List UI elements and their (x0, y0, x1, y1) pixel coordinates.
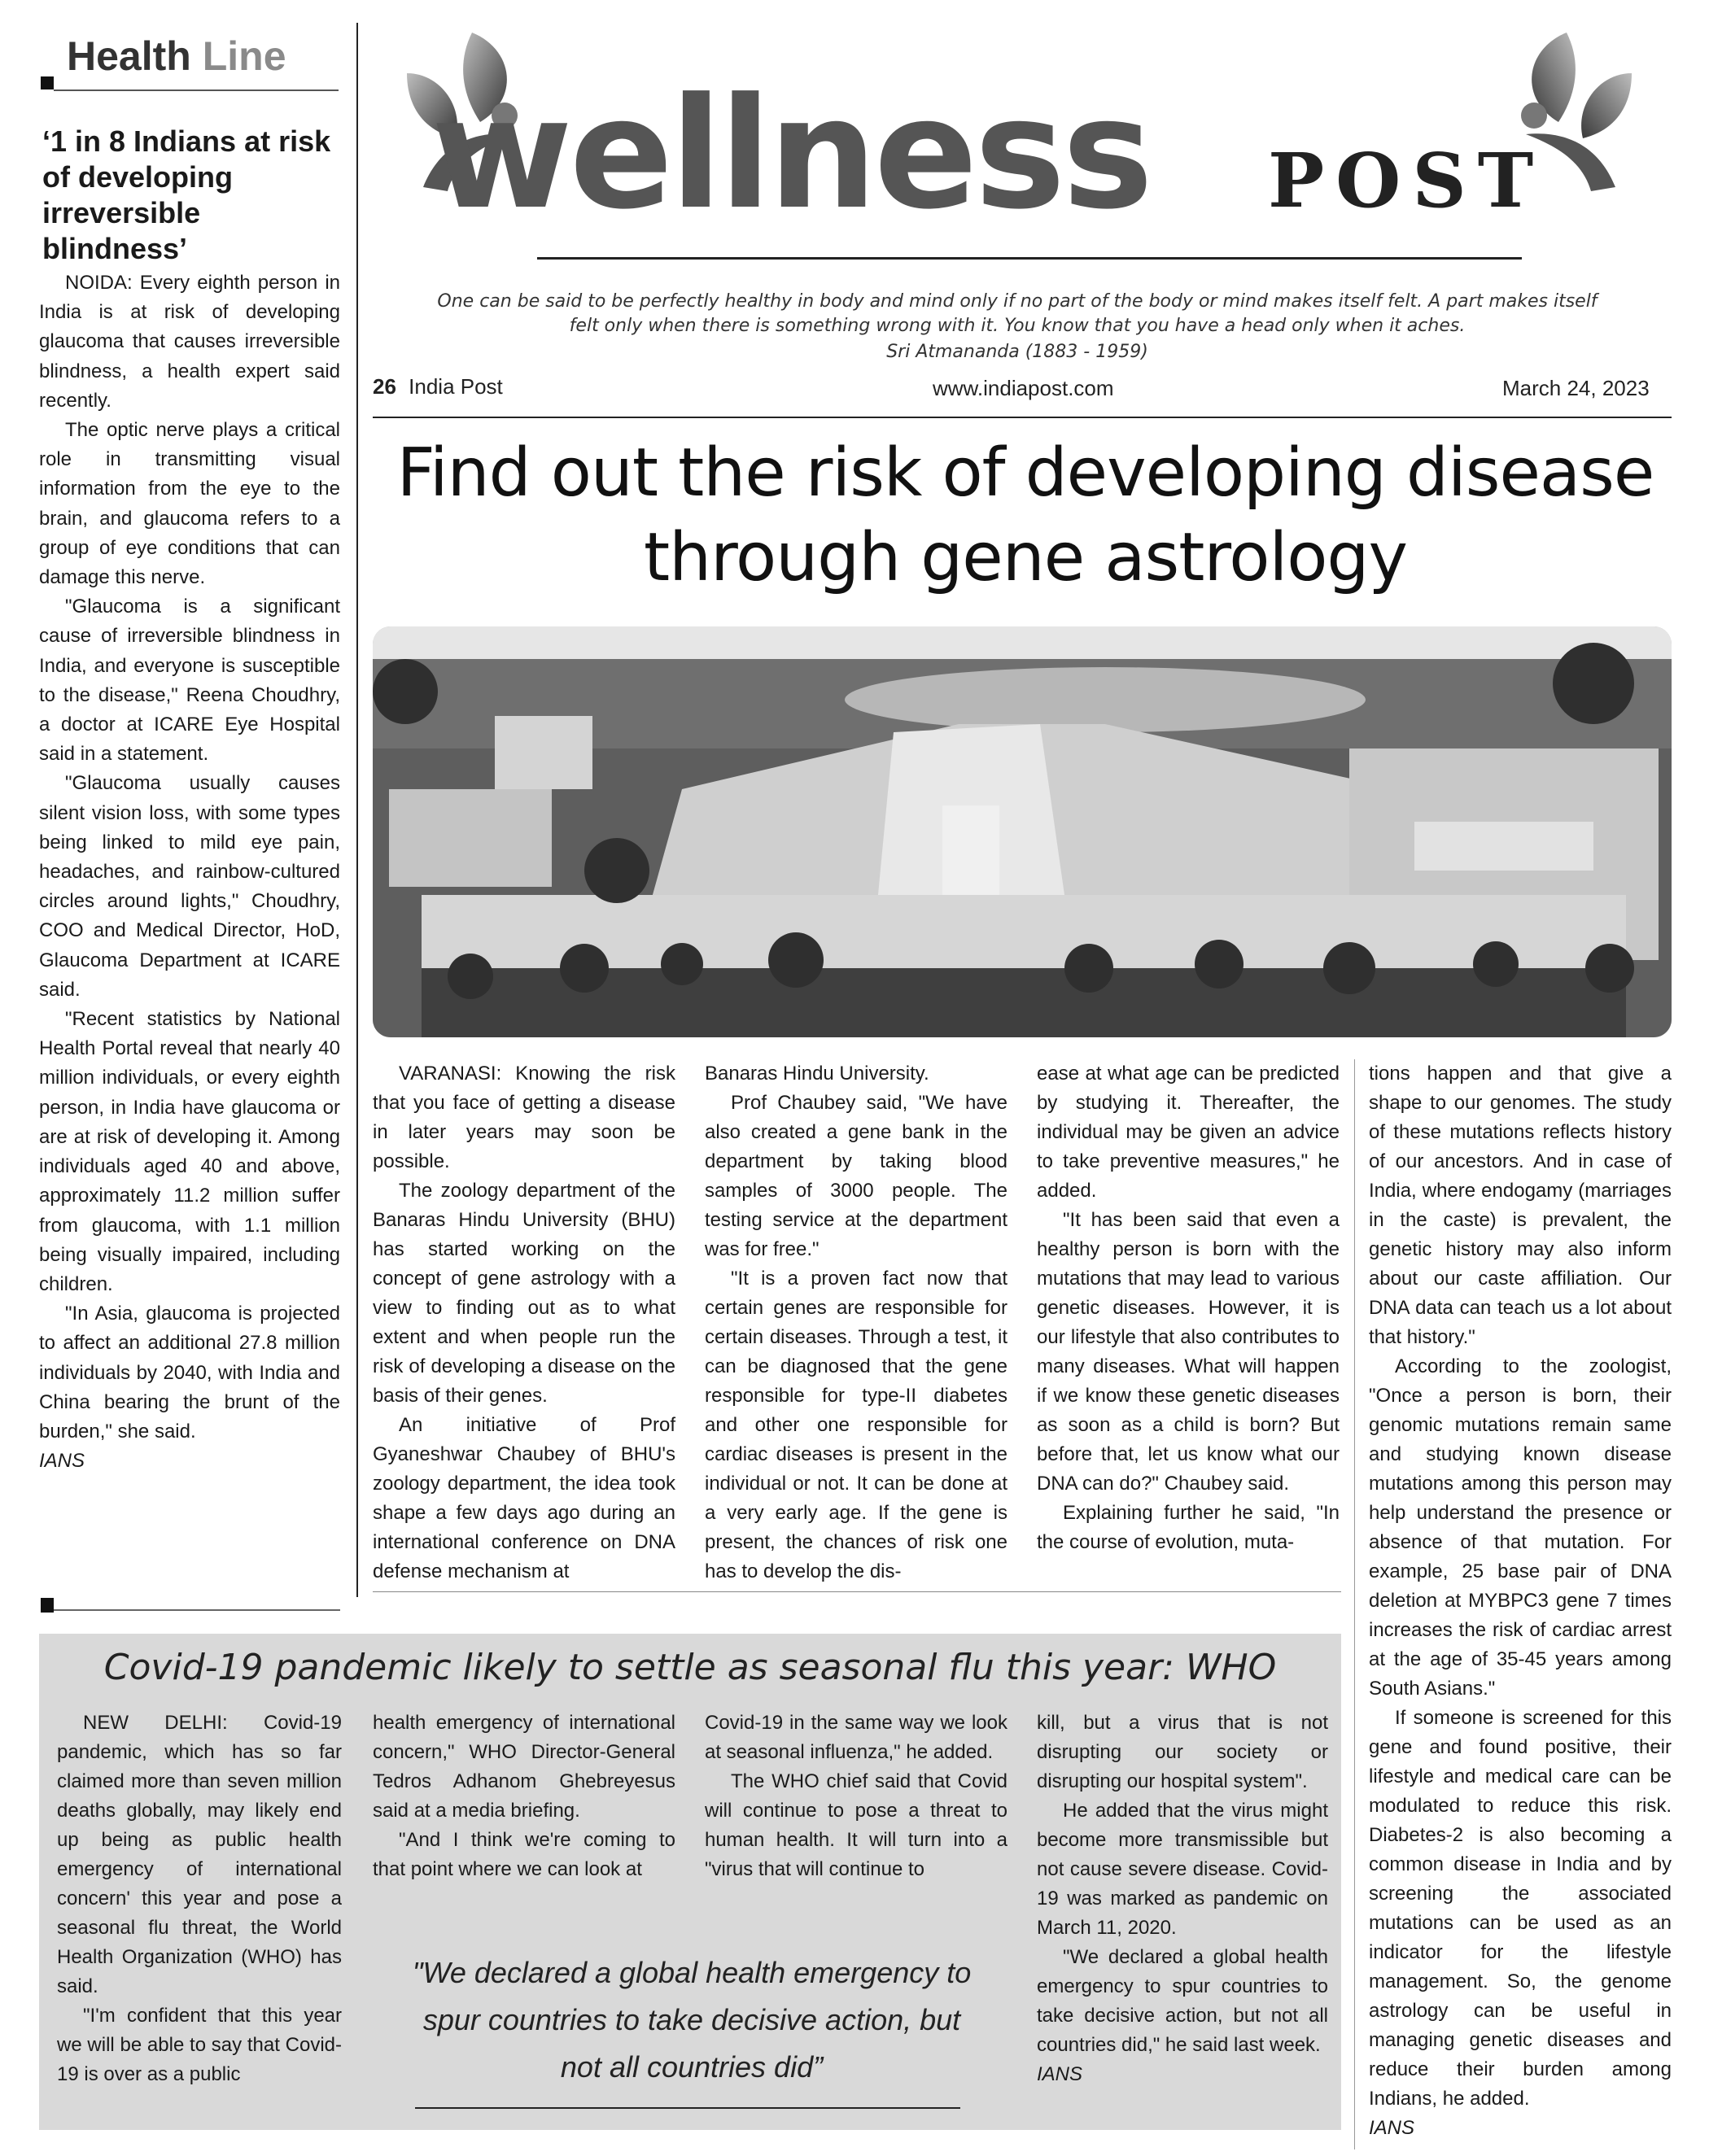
sidebar-headline: ‘1 in 8 Indians at risk of developing irreversible blindness’ (42, 124, 331, 265)
main-paragraph: The zoology department of the Banaras Hindu University (BHU) has started working on the concept of gene astrology with a view to finding out as to what extent and when people run the risk of developing a disease on the basis of their genes. (373, 1180, 675, 1407)
covid-paragraph: "I'm confident that this year we will be able to say that Covid-19 is over as a public (57, 2005, 342, 2085)
covid-paragraph: kill, but a virus that is not disrupting our society or disrupting our hospital system". (1037, 1712, 1328, 1792)
covid-paragraph: Covid-19 in the same way we look at seasonal influenza," he added. (705, 1712, 1007, 1763)
sidebar-paragraph: NOIDA: Every eighth person in India is at risk of developing glaucoma that causes irreversible blindness, a health expert said recently. (39, 272, 340, 412)
main-paragraph: Prof Chaubey said, "We have also created a gene bank in the department by taking blood samples of 3000 people. The testing service at the department was for free." (705, 1092, 1007, 1260)
main-paragraph: Banaras Hindu University. (705, 1063, 929, 1085)
main-paragraph: According to the zoologist, "Once a person is born, their genomic mutations remain same and studying known disease mutations among this person may help understand the presence or absence of that mutation. For example, 25 base pair of DNA deletion at MYBPC3 gene 7 times increases the risk of cardiac arrest at the age of 35-45 years among South Asians." (1369, 1355, 1672, 1700)
masthead-quote: One can be said to be perfectly healthy in body and mind only if no part of the body or mind makes itself felt. A part makes itself felt only when there is something wrong with it. You know that you have a head only when it aches. (437, 291, 1598, 336)
covid-column-1 (57, 1709, 342, 2089)
covid-column-2 (373, 1709, 675, 1884)
folio-rule (373, 417, 1672, 418)
masthead-quote-author: Sri Atmananda (1883 - 1959) (886, 342, 1148, 362)
main-paragraph: An initiative of Prof Gyaneshwar Chaubey of BHU's zoology department, the idea took shape a few days ago during an international conference on DNA defense mechanism at (373, 1414, 675, 1582)
covid-column-4 (1037, 1709, 1328, 2089)
masthead-title-word: wellness (431, 65, 1151, 243)
main-column-4 (1369, 1059, 1672, 2143)
sidebar-title-main: Health (67, 33, 191, 79)
covid-paragraph: health emergency of international concern," WHO Director-General Tedros Adhanom Ghebreyesus said at a media briefing. (373, 1712, 675, 1822)
page-number (373, 374, 503, 399)
sidebar-marker (41, 76, 54, 89)
sidebar-body (39, 268, 340, 1476)
masthead-title-post: POST (1268, 137, 1545, 225)
sidebar-bottom-rule (54, 1609, 340, 1611)
column-4-divider (1354, 1059, 1355, 2149)
sidebar-paragraph: The optic nerve plays a critical role in transmitting visual information from the eye to the brain, and glaucoma refers to a group of eye conditions that can damage this nerve. (39, 419, 340, 589)
sidebar-bottom-marker (41, 1598, 54, 1613)
page-number-value: 26 (373, 374, 396, 399)
issue-date: March 24, 2023 (1502, 376, 1650, 400)
main-headline: Find out the risk of developing disease through gene astrology (396, 434, 1654, 596)
sidebar-divider (356, 23, 358, 1597)
covid-paragraph: NEW DELHI: Covid-19 pandemic, which has so far claimed more than seven million deaths globally, may likely end up being as public health emergency of international concern' this year and pose a seasonal flu threat, the World Health Organization (WHO) has said. (57, 1712, 342, 1997)
covid-headline: Covid-19 pandemic likely to settle as seasonal flu this year: WHO (103, 1647, 1277, 1688)
covid-credit: IANS (1037, 2063, 1083, 2085)
masthead-rule (537, 257, 1522, 260)
sidebar-title-rule (54, 89, 339, 91)
covid-paragraph: "We declared a global health emergency to spur countries to take decisive action, but not all countries did," he said last week. (1037, 1946, 1328, 2056)
website: www.indiapost.com (933, 376, 1114, 400)
main-paragraph: Explaining further he said, "In the course of evolution, muta- (1037, 1502, 1340, 1553)
pull-quote-rule (415, 2107, 960, 2109)
sidebar-paragraph: "Recent statistics by National Health Portal reveal that nearly 40 million individuals, or every eighth person, in India have glaucoma or are at risk of developing it. Among individuals aged 40 and above, approximately 11.2 million suffer from glaucoma, with 1.1 million being visually impaired, including children. (39, 1008, 340, 1295)
sidebar-paragraph: "In Asia, glaucoma is projected to affect an additional 27.8 million individuals by 2040, with India and China bearing the brunt of the burden," she said. (39, 1303, 340, 1442)
sidebar-credit: IANS (39, 1450, 85, 1473)
covid-paragraph: The WHO chief said that Covid will continue to pose a threat to human health. It will turn into a "virus that will continue to (705, 1770, 1007, 1880)
main-paragraph: VARANASI: Knowing the risk that you face of getting a disease in later years may soon be possible. (373, 1063, 675, 1172)
main-paragraph: tions happen and that give a shape to our genomes. The study of these mutations reflects history of our ancestors. And in case of India, where endogamy (marriages in the caste) is prevalent, the genetic history may also inform about our caste affiliation. Our DNA data can teach us a lot about that history." (1369, 1063, 1672, 1348)
masthead (374, 16, 1676, 277)
sidebar-paragraph: "Glaucoma is a significant cause of irreversible blindness in India, and everyone is susceptible to the disease," Reena Choudhry, a doctor at ICARE Eye Hospital said in a statement. (39, 596, 340, 766)
covid-column-3 (705, 1709, 1007, 1884)
sidebar-title-accent: Line (202, 33, 286, 79)
campus-aerial-photo (373, 626, 1672, 1037)
main-paragraph: If someone is screened for this gene and found positive, their lifestyle and medical care can be modulated to reduce this risk. Diabetes-2 is also becoming a common disease in India and by screening the associated mutations can be used as an indicator for the lifestyle management. So, the genome astrology can be useful in managing genetic diseases and reduce their burden among Indians, he added. (1369, 1707, 1672, 2110)
main-column-3 (1037, 1059, 1340, 1557)
main-paragraph: "It has been said that even a healthy person is born with the mutations that may lead to various genetic diseases. However, it is our lifestyle that also contributes to many diseases. What will happen if we know these genetic diseases as soon as a child is born? But before that, let us know what our DNA can do?" Chaubey said. (1037, 1209, 1340, 1495)
main-credit: IANS (1369, 2117, 1415, 2139)
publication-name: India Post (409, 374, 503, 399)
covid-paragraph: He added that the virus might become more transmissible but not cause severe disease. Covid-19 was marked as pandemic on March 11, 2020. (1037, 1800, 1328, 1939)
main-paragraph: "It is a proven fact now that certain genes are responsible for certain diseases. Through a test, it can be diagnosed that the gene responsible for type-II diabetes and other one responsible for cardiac diseases is present in the individual or not. It can be done at a very early age. If the gene is present, the chances of risk one has to develop the dis- (705, 1268, 1007, 1582)
main-column-2 (705, 1059, 1007, 1586)
sidebar-paragraph: "Glaucoma usually causes silent vision loss, with some types being linked to mild eye pain, headaches, and rainbow-cultured circles around lights," Choudhry, COO and Medical Director, HoD, Glaucoma Department at ICARE said. (39, 772, 340, 1001)
campus-photo-illustration (373, 626, 1672, 1037)
main-paragraph: ease at what age can be predicted by studying it. Thereafter, the individual may be given an advice to take preventive measures," he added. (1037, 1063, 1340, 1202)
covid-paragraph: "And I think we're coming to that point where we can look at (373, 1829, 675, 1880)
main-column-1 (373, 1059, 675, 1586)
covid-pull-quote: "We declared a global health emergency to spur countries to take decisive action, but not all countries did” (412, 1956, 972, 2084)
main-story-bottom-rule (373, 1591, 1341, 1592)
sidebar-title (67, 33, 286, 80)
